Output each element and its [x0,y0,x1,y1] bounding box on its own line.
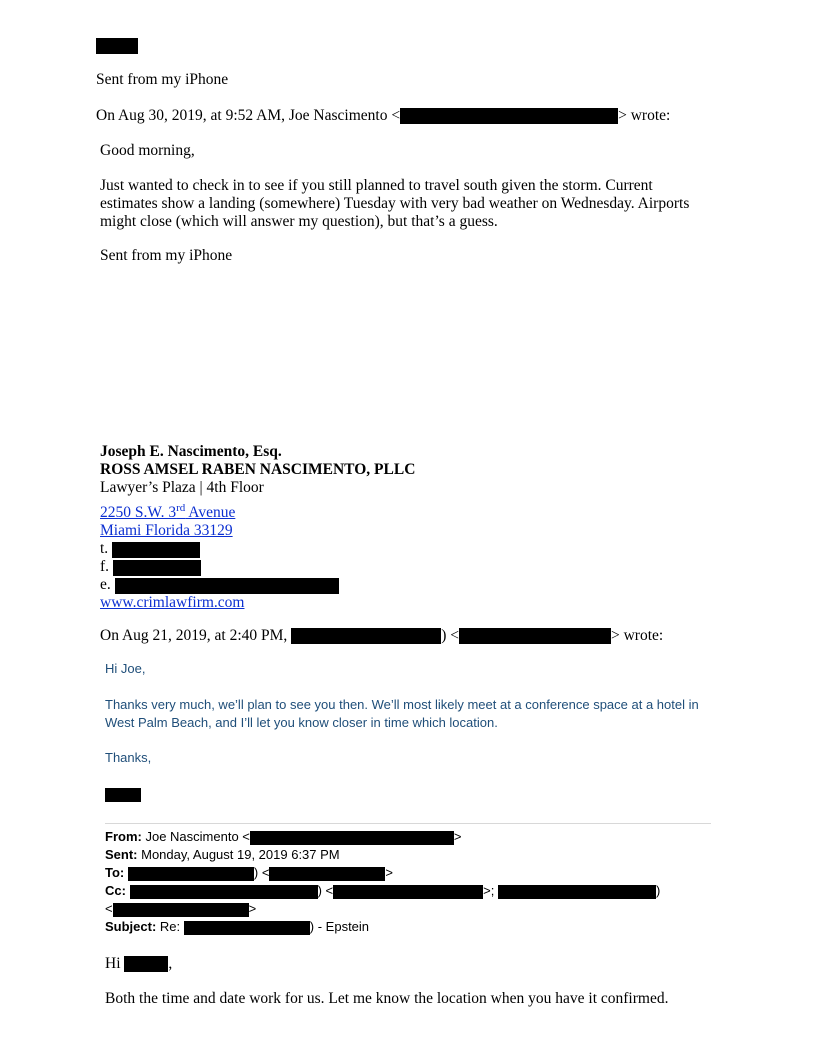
message2-greeting: Hi Joe, [105,661,146,676]
signature-office: Lawyer’s Plaza | 4th Floor [100,479,264,496]
redacted-to-email [269,867,385,881]
subject-prefix: Re: [159,919,181,934]
cc-mid2: >; [483,883,495,898]
sent-from-line: Sent from my iPhone [96,71,229,88]
redacted-sender-email [459,628,611,644]
to-end: > [385,865,394,880]
address-sup: rd [176,502,186,514]
quote2-suffix: > wrote: [610,627,664,644]
cc-label: Cc: [105,883,126,898]
message1-sent-from: Sent from my iPhone [100,247,233,264]
header-from [105,828,660,846]
redacted-sender-name [291,628,441,644]
city-link[interactable]: Miami Florida 33129 [100,522,233,540]
redacted-recipient-name [124,956,168,972]
email-label: e. [100,576,111,594]
cc-end: ) [655,883,661,898]
signature-phone [100,540,415,558]
sent-value: Monday, August 19, 2019 6:37 PM [141,847,340,862]
cc2-prefix: < [105,901,113,916]
message1-body: Just wanted to check in to see if you still planned to travel south given the storm. Current estimates show a landing (somewhere) Tuesday with very bad weather on Wednesday. Airports might close (which will answer my question), but that’s a guess. [100,177,690,230]
redacted-cc-email2 [113,903,249,917]
greeting-hi: Hi [105,955,121,972]
quote-header-aug30 [96,107,670,125]
redacted-email-sig [115,578,339,594]
redacted-fax [113,560,201,576]
header-sent [105,846,660,864]
quote-header-prefix: On Aug 30, 2019, at 9:52 AM, Joe Nascimento < [96,107,401,124]
quote-header-aug21 [100,627,663,645]
message3-greeting [105,955,172,973]
from-end: > [453,829,462,844]
from-value: Joe Nascimento < [145,829,250,844]
subject-label: Subject: [105,919,157,934]
redacted-name [96,38,138,54]
message2-body: Thanks very much, we’ll plan to see you then. We’ll most likely meet at a conference space at a hotel in West Palm Beach, and I’ll let you know closer in time which location. [105,697,699,730]
signature-address[interactable] [100,499,415,522]
cc-mid: ) < [317,883,334,898]
redacted-from-email [250,831,454,845]
redacted-phone [112,542,200,558]
fax-label: f. [100,558,110,576]
message3-body: Both the time and date work for us. Let me know the location when you have it confirmed. [105,990,669,1007]
address-link[interactable] [100,504,235,521]
signature-email [100,576,415,594]
redacted-cc-name2 [498,885,656,899]
redacted-cc-name [130,885,318,899]
redacted-cc-email [333,885,483,899]
cc2-suffix: > [248,901,257,916]
header-to [105,864,660,882]
header-cc-line2 [105,900,660,918]
address-text: 2250 S.W. 3 [100,504,177,522]
signature-block [100,443,415,612]
header-divider [105,823,711,824]
quote-header-suffix: > wrote: [618,107,671,124]
website-link[interactable]: www.crimlawfirm.com [100,594,245,612]
header-subject [105,918,660,936]
redacted-email [400,108,618,124]
message2-closing: Thanks, [105,750,152,765]
phone-label: t. [100,540,109,558]
signature-firm: ROSS AMSEL RABEN NASCIMENTO, PLLC [100,461,416,478]
redacted-subject-name [184,921,310,935]
greeting-comma: , [168,955,173,972]
signature-city[interactable] [100,522,415,540]
message1-greeting: Good morning, [100,142,195,159]
subject-suffix: ) - Epstein [309,919,370,934]
from-label: From: [105,829,142,844]
signature-website[interactable] [100,594,415,612]
redacted-signoff [105,788,141,802]
to-label: To: [105,865,125,880]
quote2-prefix: On Aug 21, 2019, at 2:40 PM, [100,627,288,644]
signature-fax [100,558,415,576]
redacted-to-name [128,867,254,881]
sent-label: Sent: [105,847,138,862]
signature-name: Joseph E. Nascimento, Esq. [100,443,282,460]
header-cc [105,882,660,900]
quote2-middle: ) < [441,627,459,644]
address-text-end: Avenue [185,504,236,522]
to-mid: ) < [253,865,270,880]
email-headers [105,828,660,936]
